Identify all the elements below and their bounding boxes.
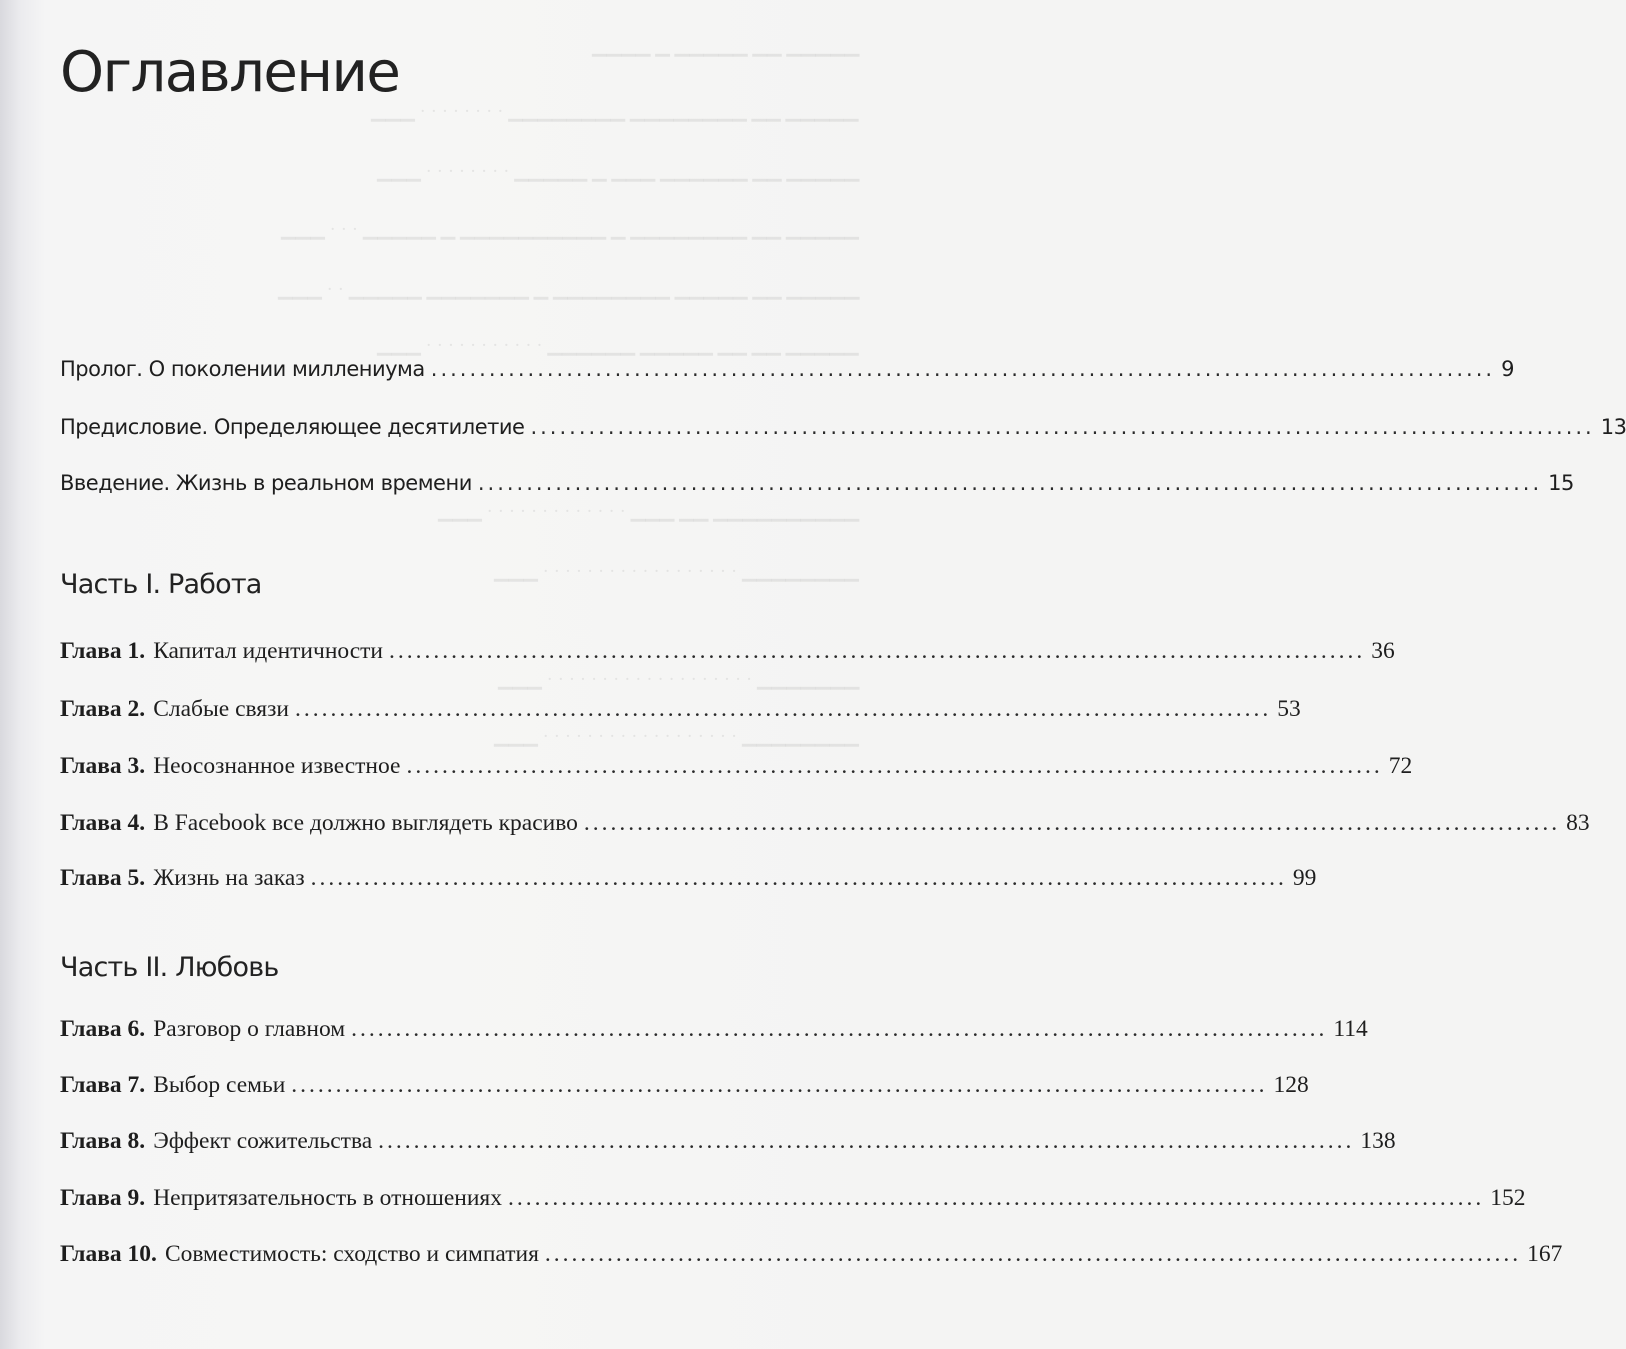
page-number: 36 bbox=[1371, 638, 1395, 664]
chapter-label: Глава 7. bbox=[60, 1072, 146, 1098]
dot-leader: .............................................................................................................. bbox=[530, 415, 1595, 439]
entry-title: Совместимость: сходство и симпатия bbox=[164, 1241, 539, 1267]
toc-entry-introduction[interactable] bbox=[60, 471, 1574, 505]
chapter-label: Глава 3. bbox=[60, 753, 146, 779]
dot-leader: .............................................................................................................. bbox=[351, 1016, 1328, 1042]
chapter-label: Глава 5. bbox=[60, 865, 146, 891]
part-heading-work: Часть I. Работа bbox=[60, 569, 262, 600]
dot-leader: .............................................................................................................. bbox=[477, 471, 1543, 495]
dot-leader: .............................................................................................................. bbox=[406, 753, 1383, 779]
page-number: 15 bbox=[1548, 471, 1574, 495]
toc-entry-prologue[interactable] bbox=[60, 357, 1514, 391]
dot-leader: .............................................................................................................. bbox=[378, 1128, 1355, 1154]
toc-entry-chapter-6[interactable] bbox=[60, 1016, 1368, 1050]
toc-entry-chapter-8[interactable] bbox=[60, 1128, 1396, 1162]
entry-title: Неосознанное известное bbox=[153, 753, 401, 779]
toc-entry-chapter-3[interactable] bbox=[60, 753, 1413, 787]
entry-title: Пролог. О поколении миллениума bbox=[60, 357, 425, 381]
toc-entry-chapter-9[interactable] bbox=[60, 1185, 1526, 1219]
page-number: 152 bbox=[1490, 1185, 1526, 1211]
page-number: 167 bbox=[1527, 1241, 1563, 1267]
entry-title: Эффект сожительства bbox=[153, 1128, 373, 1154]
entry-title: Введение. Жизнь в реальном времени bbox=[60, 471, 472, 495]
page-number: 72 bbox=[1388, 753, 1413, 779]
page-number: 53 bbox=[1277, 696, 1301, 722]
page-number: 114 bbox=[1333, 1016, 1368, 1042]
dot-leader: .............................................................................................................. bbox=[430, 357, 1496, 381]
dot-leader: .............................................................................................................. bbox=[583, 810, 1561, 836]
dot-leader: .............................................................................................................. bbox=[389, 638, 1366, 664]
chapter-label: Глава 10. bbox=[60, 1241, 157, 1267]
entry-title: Непритязательность в отношениях bbox=[153, 1185, 502, 1211]
entry-title: Разговор о главном bbox=[153, 1016, 346, 1042]
toc-entry-chapter-1[interactable] bbox=[60, 638, 1395, 672]
entry-title: Капитал идентичности bbox=[153, 638, 384, 664]
entry-title: В Facebook все должно выглядеть красиво bbox=[153, 810, 578, 836]
toc-entry-chapter-7[interactable] bbox=[60, 1072, 1309, 1106]
chapter-label: Глава 6. bbox=[60, 1016, 146, 1042]
dot-leader: .............................................................................................................. bbox=[294, 696, 1272, 722]
page-number: 138 bbox=[1360, 1128, 1396, 1154]
entry-title: Предисловие. Определяющее десятилетие bbox=[60, 415, 525, 439]
entry-title: Выбор семьи bbox=[153, 1072, 286, 1098]
page-number: 99 bbox=[1292, 865, 1317, 891]
page-number: 9 bbox=[1501, 357, 1514, 381]
dot-leader: .............................................................................................................. bbox=[310, 865, 1287, 891]
toc-entry-chapter-5[interactable] bbox=[60, 865, 1317, 899]
dot-leader: .............................................................................................................. bbox=[291, 1072, 1268, 1098]
entry-title: Жизнь на заказ bbox=[153, 865, 305, 891]
chapter-label: Глава 8. bbox=[60, 1128, 146, 1154]
dot-leader: .............................................................................................................. bbox=[507, 1185, 1485, 1211]
chapter-label: Глава 1. bbox=[60, 638, 146, 664]
page-number: 128 bbox=[1273, 1072, 1309, 1098]
page-number: 83 bbox=[1566, 810, 1590, 836]
page-title: Оглавление bbox=[60, 40, 400, 105]
chapter-label: Глава 2. bbox=[60, 696, 146, 722]
chapter-label: Глава 9. bbox=[60, 1185, 146, 1211]
dot-leader: .............................................................................................................. bbox=[544, 1241, 1522, 1267]
toc-entry-preface[interactable] bbox=[60, 415, 1626, 449]
page-number: 13 bbox=[1600, 415, 1626, 439]
toc-entry-chapter-10[interactable] bbox=[60, 1241, 1563, 1275]
chapter-label: Глава 4. bbox=[60, 810, 146, 836]
entry-title: Слабые связи bbox=[153, 696, 289, 722]
toc-entry-chapter-2[interactable] bbox=[60, 696, 1301, 730]
part-heading-love: Часть II. Любовь bbox=[60, 952, 279, 983]
toc-entry-chapter-4[interactable] bbox=[60, 810, 1590, 844]
